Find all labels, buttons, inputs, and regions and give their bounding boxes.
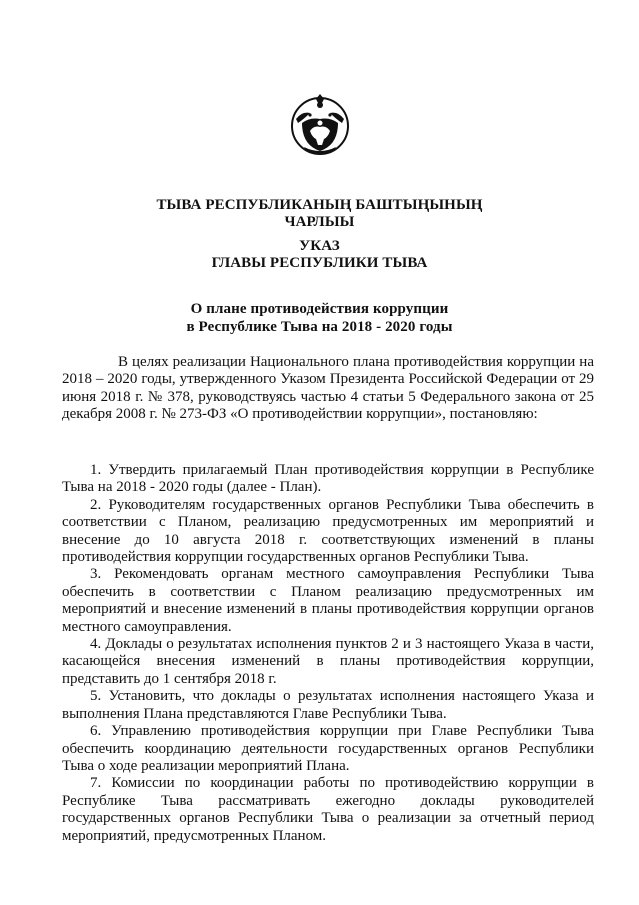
header-tyva-line-1: ТЫВА РЕСПУБЛИКАНЫҢ БАШТЫҢЫНЫҢ [156, 197, 483, 213]
decree-items [62, 462, 594, 845]
decree-item-5: 5. Установить, что доклады о результатах исполнения настоящего Указа и выполнения Плана представляются Главе Республики Тыва. [62, 688, 594, 722]
decree-item-3: 3. Рекомендовать органам местного самоуправления Республики Тыва обеспечить в соответствии с Планом реализацию предусмотренных им мероприятий и внесение изменений в планы противодействия коррупции органов местного самоуправления. [62, 566, 594, 635]
decree-item-1: 1. Утвердить прилагаемый План противодействия коррупции в Республике Тыва на 2018 - 2020 годы (далее - План). [62, 462, 594, 496]
document-title-line-2: в Республике Тыва на 2018 - 2020 годы [186, 319, 453, 335]
decree-item-7: 7. Комиссии по координации работы по противодействию коррупции в Республике Тыва рассматривать ежегодно доклады руководителей государственных органов Республики Тыва о реализации за отчетный период мероприятий, предусмотренных Планом. [62, 775, 594, 844]
decree-item-2: 2. Руководителям государственных органов Республики Тыва обеспечить в соответствии с Планом, реализацию предусмотренных им мероприятий и внесение до 10 августа 2018 г. соответствующих изменений в планы противодействия коррупции государственных органов Республики Тыва. [62, 496, 594, 566]
coat-of-arms-icon [288, 93, 352, 157]
decree-label: УКАЗ [299, 238, 340, 254]
header-tyva-line-2: ЧАРЛЫЫ [284, 214, 355, 230]
decree-item-4: 4. Доклады о результатах исполнения пунктов 2 и 3 настоящего Указа в части, касающейся внесения изменений в планы противодействия коррупции, представить до 1 сентября 2018 г. [62, 636, 594, 687]
decree-issuer: ГЛАВЫ РЕСПУБЛИКИ ТЫВА [211, 255, 428, 271]
preamble-paragraph: В целях реализации Национального плана противодействия коррупции на 2018 – 2020 годы, утвержденного Указом Президента Российской Федерации от 29 июня 2018 г. № 378, руководствуясь частью 4 статьи 5 Федерального закона от 25 декабря 2008 г. № 273-ФЗ «О противодействии коррупции», постановляю: [62, 354, 594, 423]
document-title-line-1: О плане противодействия коррупции [190, 301, 449, 317]
decree-item-6: 6. Управлению противодействия коррупции при Главе Республики Тыва обеспечить координацию деятельности государственных органов Республики Тыва о ходе реализации мероприятий Плана. [62, 723, 594, 774]
